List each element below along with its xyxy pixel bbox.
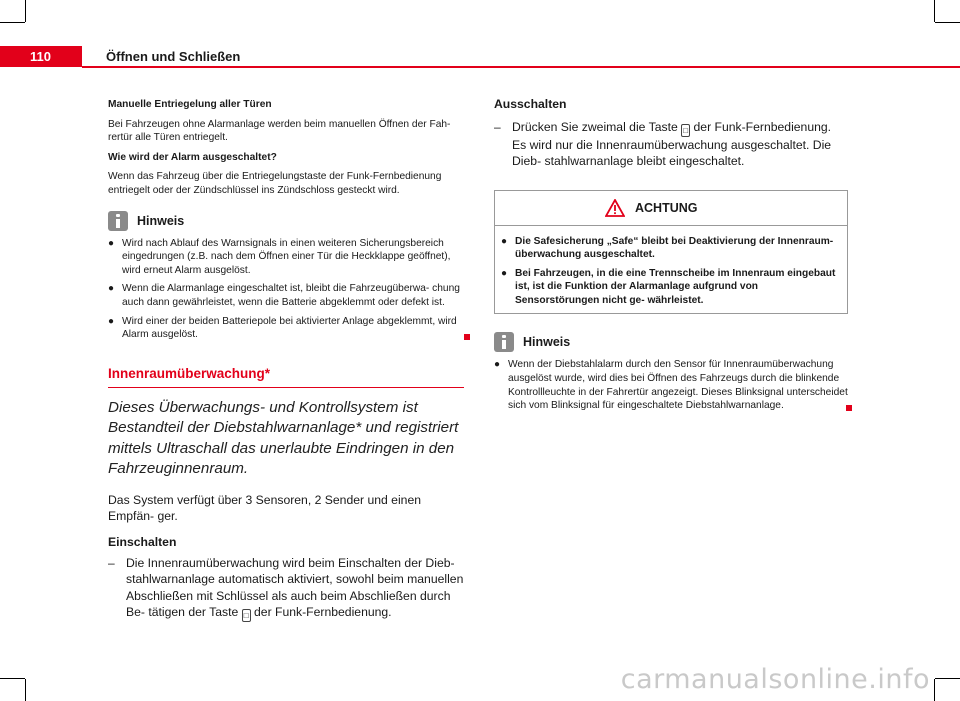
warning-bullet-text: Die Safesicherung „Safe“ bleibt bei Deaktivierung der Innenraum- überwachung ausgeschaltet. — [515, 235, 834, 261]
crop-mark — [0, 22, 25, 23]
crop-mark — [934, 0, 935, 22]
bullet-glyph: ● — [501, 235, 508, 247]
bullet-glyph: ● — [501, 267, 508, 279]
warning-bullet — [501, 267, 841, 308]
hint-bullet — [108, 237, 464, 278]
hint-bullet — [108, 315, 464, 342]
hint-header — [494, 332, 848, 352]
step-text-part: Drücken Sie zweimal die Taste — [512, 119, 678, 134]
bullet-glyph: ● — [108, 315, 115, 327]
heading-switch-on: Einschalten — [108, 534, 177, 549]
bullet-glyph: ● — [108, 237, 115, 249]
hint-title: Hinweis — [137, 213, 185, 228]
dash-glyph: – — [494, 119, 501, 134]
hint-bullet-text: Wenn der Diebstahlalarm durch den Sensor für Innenraumüberwachung ausgelöst wurde, wird dies bei Öffnen des Fahrzeugs durch die blinkende Kontrollleuchte in der Fahrertür angezeigt. Dieses Blinksignal unterscheidet sich vom Blinksignal für eingeschaltete Diebstahlwarnanlage. — [508, 359, 848, 412]
heading-switch-off: Ausschalten — [494, 97, 567, 111]
step-text-part: der Funk-Fernbedienung. — [254, 605, 392, 620]
left-column — [108, 96, 464, 622]
crop-mark — [935, 678, 960, 679]
bullet-glyph: ● — [494, 359, 501, 371]
page-number: 110 — [30, 49, 51, 64]
watermark: carmanualsonline.info — [620, 664, 930, 695]
dash-glyph: – — [108, 555, 115, 570]
crop-mark — [25, 679, 26, 701]
hint-bullet — [108, 282, 464, 309]
lock-key-icon: □ — [242, 609, 251, 622]
step-item — [108, 555, 464, 623]
crop-mark — [25, 0, 26, 22]
crop-mark — [934, 679, 935, 701]
warning-box — [494, 190, 848, 315]
section-title: Innenraumüberwachung* — [108, 366, 464, 388]
header-rule — [82, 66, 960, 68]
hint-bullet-text: Wird einer der beiden Batteriepole bei aktivierter Anlage abgeklemmt, wird Alarm ausgelöst. — [122, 315, 457, 341]
bullet-glyph: ● — [108, 283, 115, 295]
heading-alarm-off: Wie wird der Alarm ausgeschaltet? — [108, 151, 277, 163]
warning-bullet-text: Bei Fahrzeugen, in die eine Trennscheibe im Innenraum eingebaut ist, ist die Funktion der Alarmanlage aufgrund von Sensorstörungen nicht ge- währleistet. — [515, 267, 836, 306]
info-icon — [494, 332, 514, 352]
lock-key-icon: □ — [681, 124, 690, 137]
section-end-mark — [464, 334, 470, 340]
warning-header — [495, 191, 847, 226]
step-text-part: der Funk-Fernbedienung. Es wird nur die Innenraumüberwachung ausgeschaltet. Die Dieb- stahlwarnanlage bleibt eingeschaltet. — [512, 119, 832, 168]
section-intro: Dieses Überwachungs- und Kontrollsystem ist Bestandteil der Diebstahlwarnanlage* und registriert mittels Ultraschall das unerlaubte Eindringen in den Fahrzeuginnenraum. — [108, 398, 459, 478]
warning-bullet — [501, 235, 841, 262]
section-body: Das System verfügt über 3 Sensoren, 2 Sender und einen Empfän- ger. — [108, 492, 422, 524]
step-item — [494, 119, 848, 170]
hint-bullet — [494, 358, 848, 412]
paragraph-manual-unlock: Bei Fahrzeugen ohne Alarmanlage werden beim manuellen Öffnen der Fah- rertür alle Türen entriegelt. — [108, 118, 451, 144]
heading-manual-unlock: Manuelle Entriegelung aller Türen — [108, 99, 272, 110]
info-icon — [108, 211, 128, 231]
hint-title: Hinweis — [523, 335, 571, 350]
crop-mark — [935, 22, 960, 23]
right-column — [494, 96, 848, 413]
crop-mark — [0, 678, 25, 679]
step-text — [126, 555, 464, 623]
step-text — [512, 119, 848, 170]
hint-bullet-text: Wenn die Alarmanlage eingeschaltet ist, bleibt die Fahrzeugüberwa- chung auch dann gewährleistet, wenn die Batterie abgeklemmt oder defekt ist. — [122, 283, 460, 308]
hint-bullet-text: Wird nach Ablauf des Warnsignals in einen weiteren Sicherungsbereich eingedrungen (z.B. nach dem Öffnen einer Tür die Heckklappe geöffnet), wird erneut Alarm ausgelöst. — [122, 237, 451, 276]
warning-body — [495, 226, 847, 314]
hint-header — [108, 211, 464, 231]
step-text-part: Die Innenraumüberwachung wird beim Einschalten der Dieb- stahlwarnanlage automatisch aktiviert, sowohl beim manuellen Abschließen mit Schlüssel als auch beim Abschließen durch Be- tätigen der Taste — [126, 555, 464, 620]
section-end-mark — [846, 405, 852, 411]
paragraph-alarm-off: Wenn das Fahrzeug über die Entriegelungstaste der Funk-Fernbedienung entriegelt oder der Zündschlüssel ins Zündschloss gesteckt wird. — [108, 171, 442, 196]
chapter-title: Öffnen und Schließen — [106, 49, 241, 64]
warning-triangle-icon — [605, 199, 625, 217]
warning-title: ACHTUNG — [635, 200, 698, 215]
